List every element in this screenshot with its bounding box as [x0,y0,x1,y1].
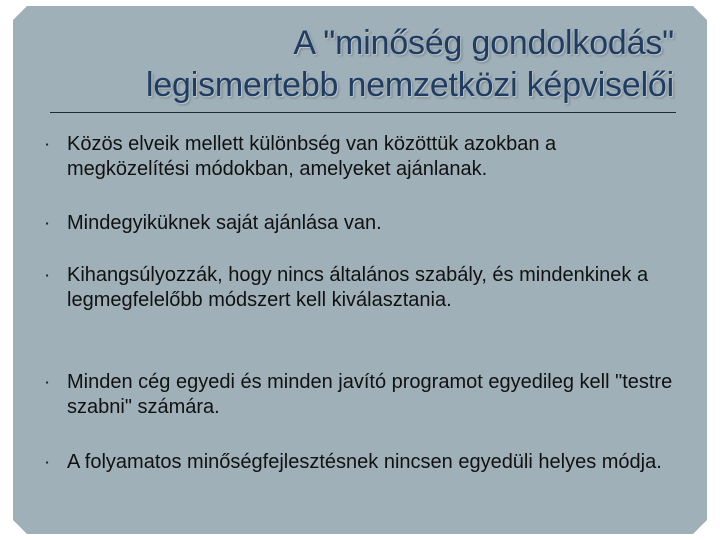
bullet-item [40,211,680,239]
slide-title-line-1: A "minőség gondolkodás" [293,24,674,62]
bullet-item [40,370,680,426]
bullet-text: Közös elveik mellett különbség van közöttük azokban a megközelítési módokban, amelyeket ajánlanak. [67,133,557,180]
bullet-item [40,132,680,188]
bullet-dot-icon: ▪ [45,219,49,228]
bullet-text: Kihangsúlyozzák, hogy nincs általános szabály, és mindenkinek a legmegfelelőbb módszert kell kiválasztania. [67,264,649,311]
bullet-dot-icon: ▪ [45,271,49,280]
bullet-item [40,450,680,506]
slide-title-line-2: legismertebb nemzetközi képviselői [145,66,674,104]
title-divider [50,112,676,113]
bullet-dot-icon: ▪ [45,140,49,149]
bullet-list [40,132,680,506]
bullet-item [40,263,680,344]
bullet-text: Minden cég egyedi és minden javító programot egyedileg kell "testre szabni" számára. [67,371,673,418]
bullet-dot-icon: ▪ [45,458,49,467]
bullet-text: A folyamatos minőségfejlesztésnek nincsen egyedüli helyes módja. [67,451,662,473]
slide-title [40,22,674,106]
bullet-text: Mindegyiküknek saját ajánlása van. [67,212,382,234]
bullet-dot-icon: ▪ [45,378,49,387]
